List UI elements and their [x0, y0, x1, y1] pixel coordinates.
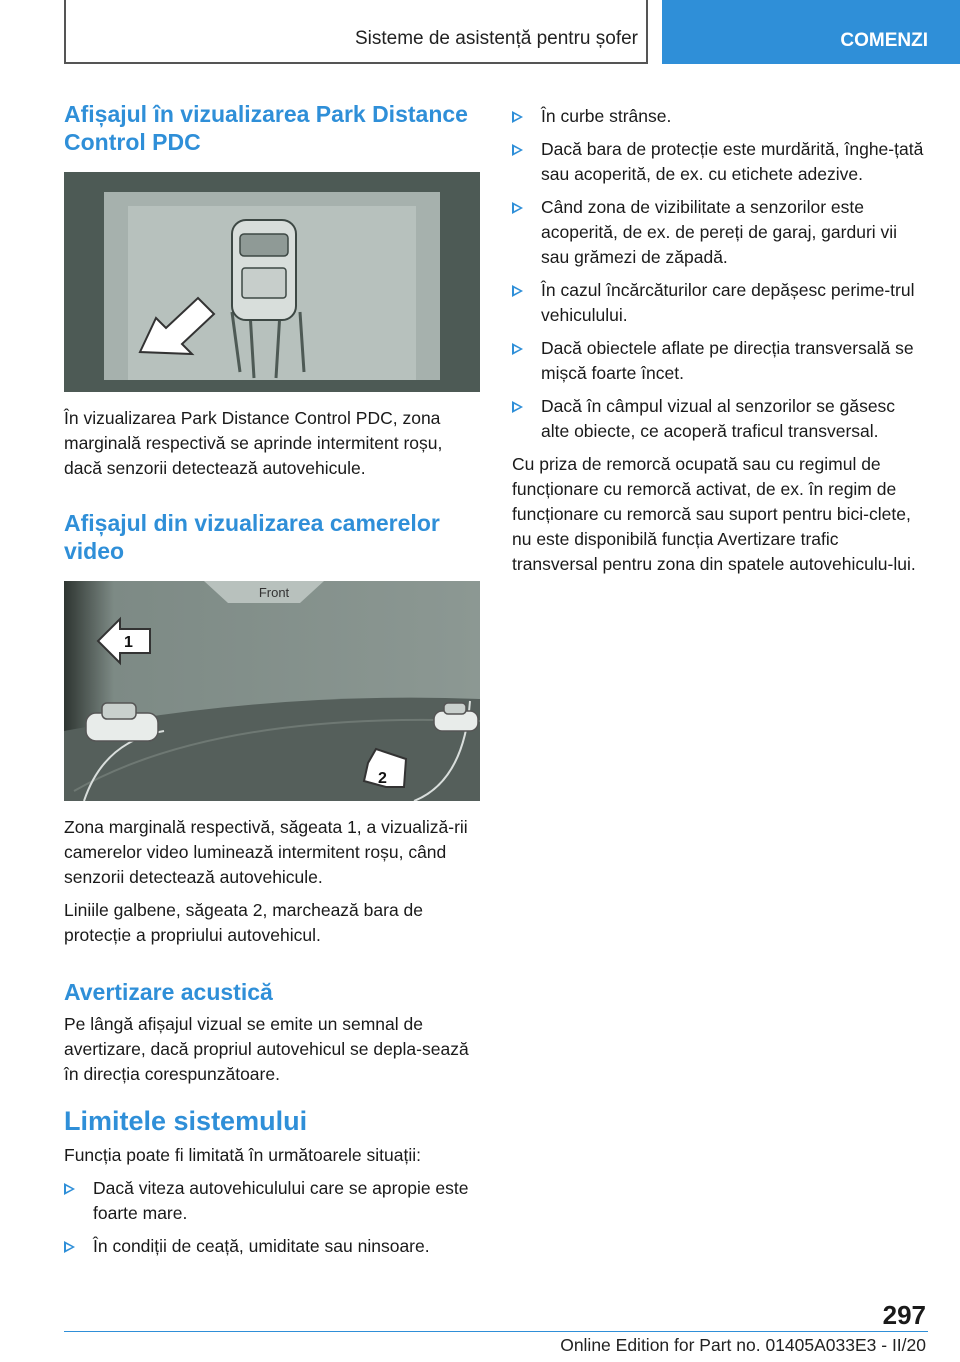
left-column [64, 100, 482, 1267]
limits-item: Dacă obiectele aflate pe direcția transversală se mișcă foarte încet. [512, 336, 928, 386]
bullet-triangle-icon [512, 144, 523, 156]
bullet-triangle-icon [512, 202, 523, 214]
limits-heading: Limitele sistemului [64, 1106, 308, 1136]
camera-text-2: Liniile galbene, săgeata 2, marchează bara de protecție a propriului autovehicul. [64, 900, 423, 945]
camera-figure [64, 581, 480, 801]
bullet-triangle-icon [512, 285, 523, 297]
header-section-title: Sisteme de asistență pentru șofer [354, 28, 638, 49]
right-column [512, 104, 928, 585]
bullet-triangle-icon [512, 343, 523, 355]
camera-arrow-1-label: 1 [124, 634, 133, 651]
limits-list [64, 1176, 482, 1259]
limits-item: Dacă viteza autovehiculului care se apropie este foarte mare. [64, 1176, 482, 1226]
limits-item: Dacă în câmpul vizual al senzorilor se găsesc alte obiecte, ce acoperă traficul transversal. [512, 394, 928, 444]
footer-divider [64, 1331, 928, 1332]
bullet-triangle-icon [512, 111, 523, 123]
limits-list-continued [512, 104, 928, 444]
camera-heading: Afișajul din vizualizarea camerelor video [64, 510, 440, 564]
bullet-triangle-icon [64, 1241, 75, 1253]
pdc-text: În vizualizarea Park Distance Control PDC, zona marginală respectivă se aprinde intermitent roșu, dacă senzorii detectează autovehicule. [64, 408, 443, 478]
limits-item: Dacă bara de protecție este murdărită, înghe-țată sau acoperită, de ex. cu etichete adezive. [512, 137, 928, 187]
limits-item: În curbe strânse. [512, 104, 928, 129]
limits-item: În condiții de ceață, umiditate sau ninsoare. [64, 1234, 482, 1259]
acoustic-text: Pe lângă afișajul vizual se emite un semnal de avertizare, dacă propriul autovehicul se depla-sează în direcția corespunzătoare. [64, 1014, 469, 1084]
camera-text-1: Zona marginală respectivă, săgeata 1, a vizualiză-rii camerelor video luminează intermitent roșu, când senzorii detectează autovehicule. [64, 817, 468, 887]
limits-intro: Funcția poate fi limitată în următoarele situații: [64, 1145, 421, 1165]
camera-front-label: Front [258, 585, 290, 600]
bullet-triangle-icon [512, 401, 523, 413]
page-number: 297 [882, 1300, 926, 1330]
acoustic-heading: Avertizare acustică [64, 979, 273, 1005]
limits-item: În cazul încărcăturilor care depășesc perime-trul vehiculului. [512, 278, 928, 328]
pdc-figure [64, 172, 480, 392]
camera-arrow-2-label: 2 [378, 770, 387, 787]
header-tab-comenzi[interactable] [662, 0, 960, 64]
header-tab-label: COMENZI [840, 30, 928, 51]
footer-edition: Online Edition for Part no. 01405A033E3 - II/20 [560, 1335, 926, 1355]
limits-item: Când zona de vizibilitate a senzorilor este acoperită, de ex. de pereți de garaj, garduri vii sau grămezi de zăpadă. [512, 195, 928, 270]
bullet-triangle-icon [64, 1183, 75, 1195]
pdc-heading: Afișajul în vizualizarea Park Distance Control PDC [64, 101, 468, 155]
trailer-note: Cu priza de remorcă ocupată sau cu regimul de funcționare cu remorcă activat, de ex. în regim de funcționare cu remorcă sau suport pentru bici-clete, nu este disponibilă funcția Avertizare trafic transversal pentru zona din spatele autovehiculu-lui. [512, 454, 916, 574]
